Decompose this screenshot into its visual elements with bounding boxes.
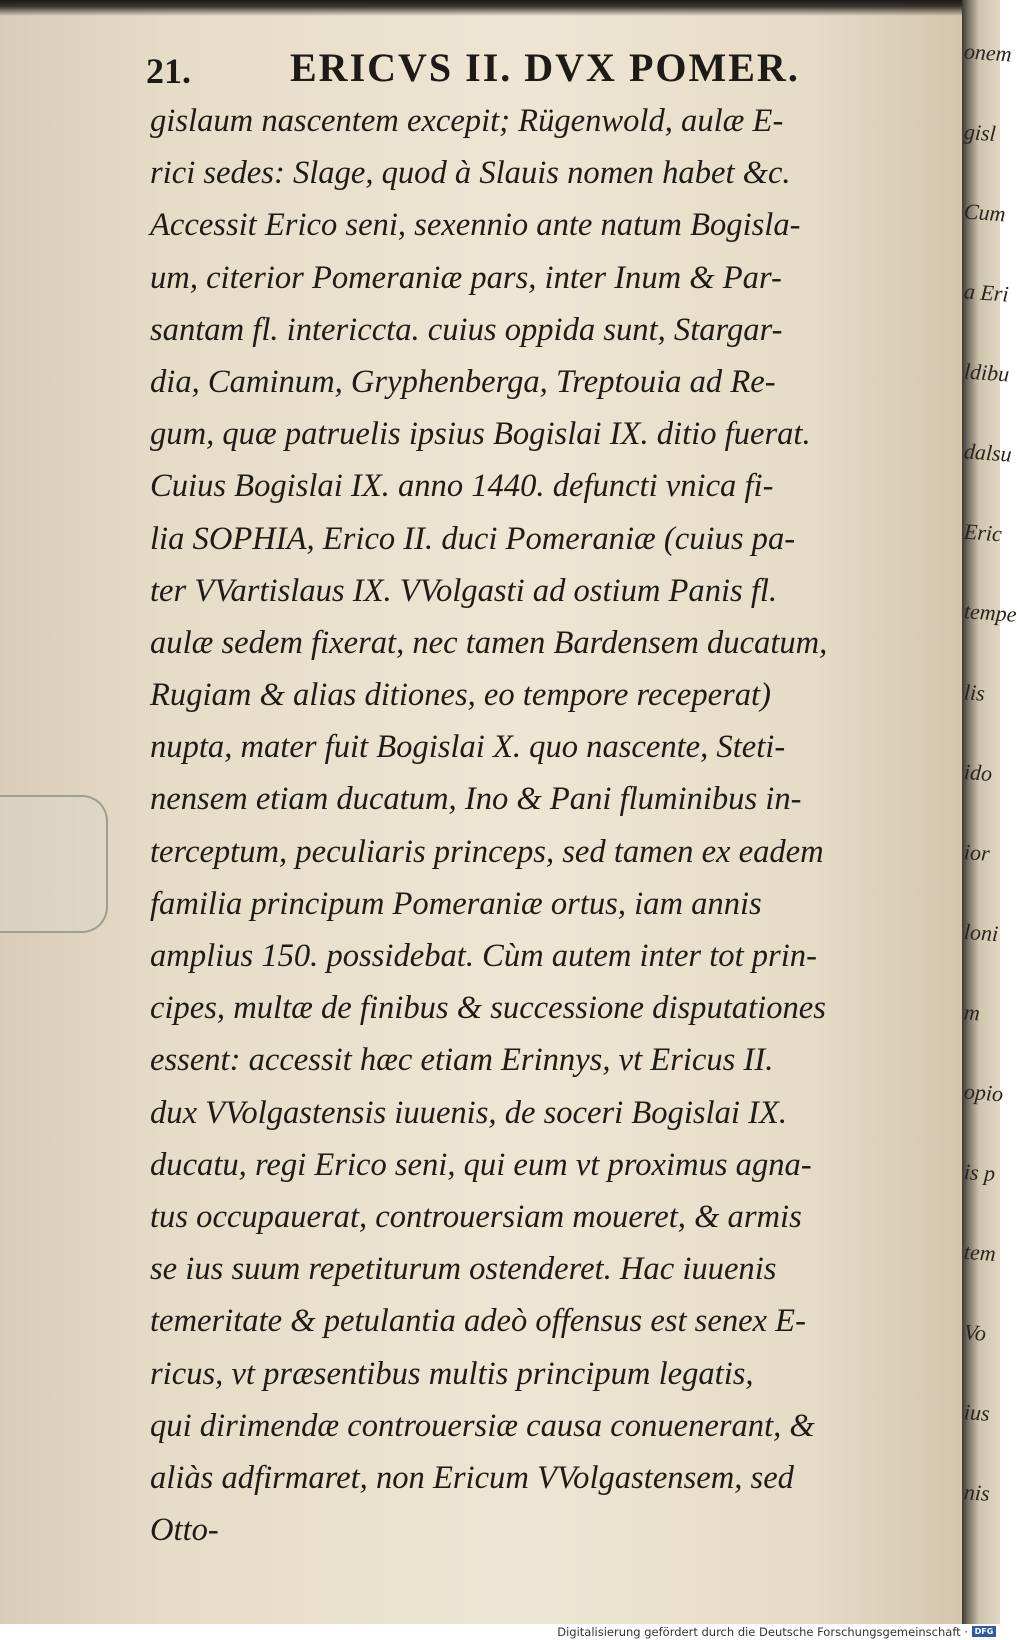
facing-page-text-fragment: m: [963, 999, 981, 1026]
facing-page-text-fragment: nis: [963, 1479, 991, 1506]
text-line: tus occupauerat, controuersiam moueret, & armis: [150, 1198, 802, 1235]
text-line: essent: accessit hæc etiam Erinnys, vt Ericus II.: [150, 1042, 774, 1079]
facing-page-text-fragment: opio: [963, 1078, 1004, 1107]
text-line: Cuius Bogislai IX. anno 1440. defuncti vnica fi-: [150, 468, 774, 505]
facing-page-text-fragment: onem: [963, 38, 1013, 67]
page-number: 21.: [146, 51, 191, 91]
text-line: se ius suum repetiturum ostenderet. Hac iuuenis: [150, 1251, 777, 1288]
text-line: gislaum nascentem excepit; Rügenwold, aulæ E-: [150, 103, 784, 139]
running-title: ERICVS II. DVX POMER.: [290, 45, 800, 90]
text-line: Rugiam & alias ditiones, eo tempore receperat): [150, 677, 771, 714]
text-line: cipes, multæ de finibus & successione disputationes: [150, 990, 826, 1027]
text-line: ducatu, regi Erico seni, qui eum vt proximus agna-: [150, 1146, 812, 1183]
facing-page-text-fragment: lis: [963, 679, 986, 706]
text-line: aulæ sedem fixerat, nec tamen Bardensem ducatum,: [150, 624, 828, 661]
facing-page-text-fragment: loni: [963, 918, 1000, 947]
facing-page-text-fragment: gisl: [963, 118, 997, 147]
text-line: ter VVartislaus IX. VVolgasti ad ostium Panis fl.: [150, 572, 778, 609]
text-line: rici sedes: Slage, quod à Slauis nomen habet &c.: [150, 155, 791, 192]
page-header: [146, 40, 826, 92]
text-line: nensem etiam ducatum, Ino & Pani fluminibus in-: [150, 781, 802, 818]
text-line: Accessit Erico seni, sexennio ante natum Bogisla-: [150, 207, 801, 244]
text-line: nupta, mater fuit Bogislai X. quo nascente, Steti-: [150, 729, 786, 766]
text-line: terceptum, peculiaris princeps, sed tamen ex eadem: [150, 833, 824, 870]
facing-page-text-fragment: Vo: [963, 1319, 987, 1346]
facing-page-text-fragment: ldibu: [963, 358, 1011, 387]
text-line: santam fl. intericcta. cuius oppida sunt, Stargar-: [150, 311, 783, 348]
text-line: aliàs adfirmaret, non Ericum VVolgastensem, sed: [150, 1459, 794, 1496]
facing-page-text-fragment: ido: [963, 759, 993, 786]
facing-page-text-fragment: ius: [963, 1399, 991, 1426]
top-edge-shadow: [0, 0, 962, 16]
text-line: amplius 150. possidebat. Cùm autem inter tot prin-: [150, 938, 817, 974]
facing-page-text-fragment: a Eri: [963, 278, 1010, 307]
text-line: Otto-: [150, 1512, 219, 1549]
text-line: dia, Caminum, Gryphenberga, Treptouia ad Re-: [150, 363, 776, 400]
text-line: temeritate & petulantia adeò offensus est senex E-: [150, 1303, 806, 1340]
facing-page-text-fragment: dalsu: [963, 438, 1013, 467]
facing-page-text-fragment: Cum: [963, 198, 1007, 227]
footer-credit: Digitalisierung gefördert durch die Deutsche Forschungsgemeinschaft ·: [557, 1625, 968, 1639]
footer-bar: [0, 1624, 1000, 1640]
text-line: dux VVolgastensis iuuenis, de soceri Bogislai IX.: [150, 1094, 787, 1131]
facing-page-text-fragment: Eric: [963, 518, 1003, 547]
text-line: ricus, vt præsentibus multis principum legatis,: [150, 1355, 754, 1392]
page-tab-marker: [0, 795, 108, 933]
facing-page-edge: [962, 0, 1017, 1624]
text-line: um, citerior Pomeraniæ pars, inter Inum & Par-: [150, 259, 782, 296]
text-line: gum, quæ patruelis ipsius Bogislai IX. ditio fuerat.: [150, 416, 811, 453]
text-line: lia SOPHIA, Erico II. duci Pomeraniæ (cuius pa-: [150, 520, 796, 557]
facing-page-text-fragment: ior: [963, 839, 991, 866]
text-line: familia principum Pomeraniæ ortus, iam annis: [150, 885, 762, 922]
facing-page-text-fragment: tempe: [963, 598, 1017, 627]
facing-page-text-fragment: tem: [963, 1238, 997, 1267]
facing-page-text-fragment: is p: [963, 1158, 997, 1187]
dfg-logo: DFG: [972, 1626, 996, 1637]
text-line: qui dirimendæ controuersiæ causa conuenerant, &: [150, 1407, 815, 1444]
body-text: [150, 95, 930, 1556]
